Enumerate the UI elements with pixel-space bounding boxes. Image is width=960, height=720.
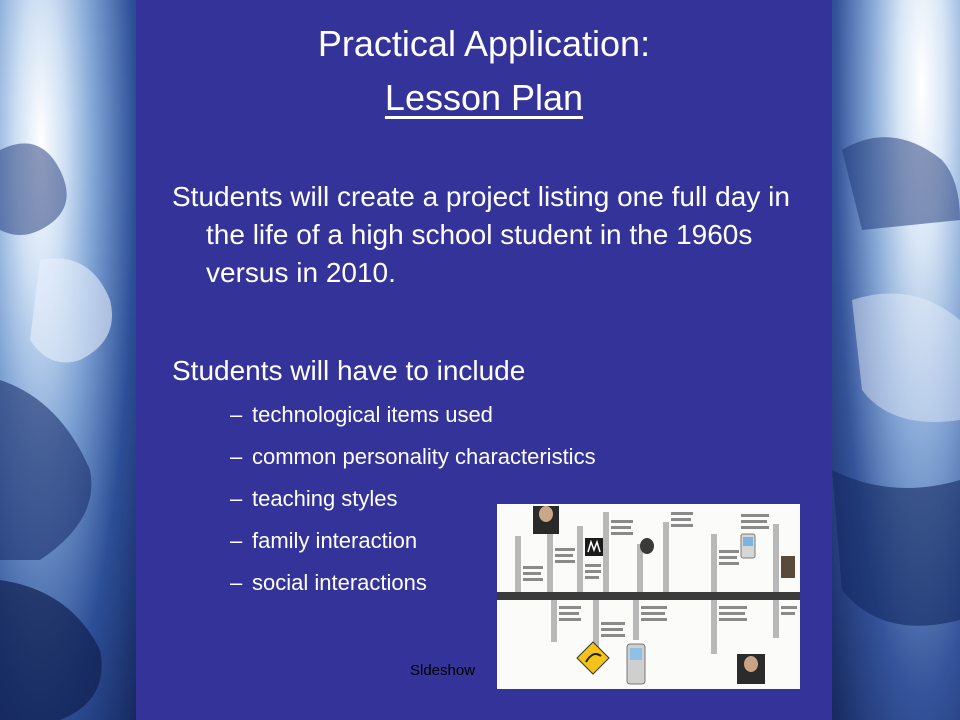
timeline-graphic — [497, 504, 800, 689]
paragraph-include-heading: Students will have to include — [172, 355, 526, 386]
bullet-dash: – — [230, 444, 243, 469]
bullet-text: teaching styles — [252, 486, 398, 511]
left-background-decoration — [0, 0, 136, 720]
list-item — [230, 394, 596, 436]
slide-title-line1: Practical Application: — [317, 23, 651, 64]
slide-footer: Sldeshow — [410, 662, 476, 679]
puzzle-decoration-left — [0, 0, 136, 720]
slide-title-line2: Lesson Plan — [384, 77, 584, 118]
bullet-text: common personality characteristics — [252, 444, 596, 469]
right-background-decoration — [832, 0, 960, 720]
puzzle-decoration-right — [832, 0, 960, 720]
bullet-text: social interactions — [252, 570, 427, 595]
bullet-text: technological items used — [252, 402, 493, 427]
paragraph-text: Students will create a project listing one full day in the life of a high school student in the 1960s versus in 2010. — [172, 181, 790, 288]
paragraph-project-description — [172, 178, 792, 292]
bullet-dash: – — [230, 402, 243, 427]
bullet-dash: – — [230, 486, 243, 511]
bullet-dash: – — [230, 570, 243, 595]
bullet-text: family interaction — [252, 528, 418, 553]
bullet-dash: – — [230, 528, 243, 553]
list-item — [230, 436, 596, 478]
timeline-image — [497, 504, 800, 689]
